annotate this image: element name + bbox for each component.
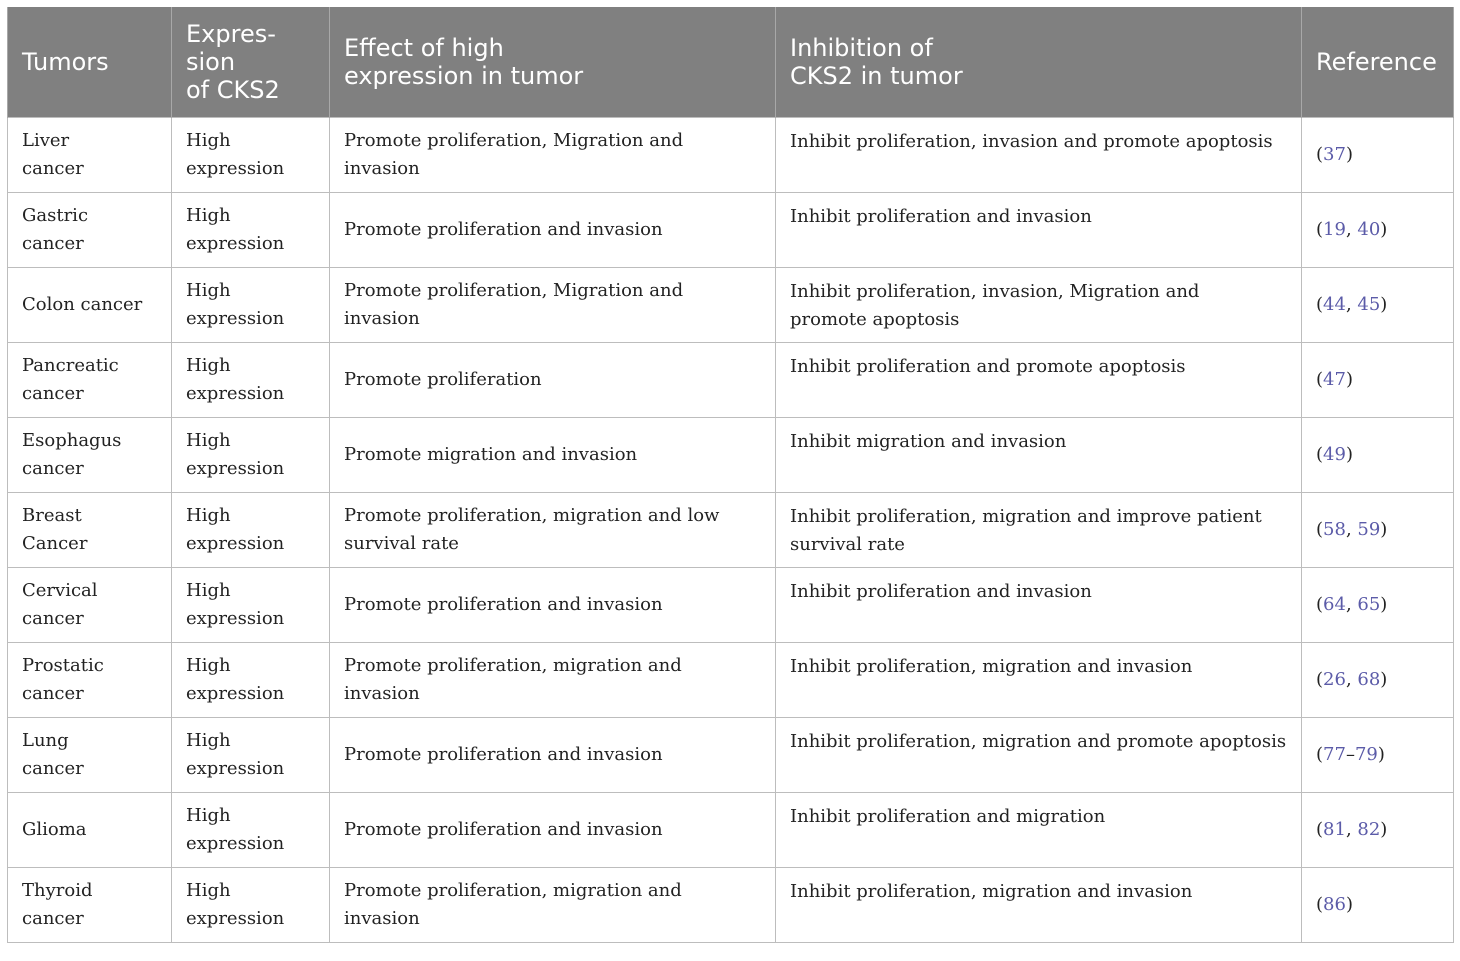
- reference-separator: ,: [1345, 669, 1358, 690]
- reference-link[interactable]: 77: [1323, 744, 1346, 765]
- inhibition-cell: Inhibit proliferation, migration and invasion: [776, 643, 1302, 718]
- inhibition-cell: Inhibit proliferation, migration and invasion: [776, 868, 1302, 943]
- reference-link[interactable]: 47: [1323, 369, 1346, 390]
- effect-cell: Promote proliferation and invasion: [330, 793, 776, 868]
- expression-cell: High expression: [172, 268, 330, 343]
- reference-close-paren: ): [1345, 369, 1353, 390]
- effect-cell: Promote proliferation: [330, 343, 776, 418]
- tumor-cell: Thyroid cancer: [8, 868, 172, 943]
- header-inhibition: Inhibition of CKS2 in tumor: [776, 7, 1302, 118]
- reference-close-paren: ): [1380, 219, 1388, 240]
- reference-close-paren: ): [1345, 144, 1353, 165]
- reference-close-paren: ): [1345, 894, 1353, 915]
- reference-close-paren: ): [1377, 744, 1385, 765]
- reference-cell: [1302, 343, 1454, 418]
- tumor-cell: Esophagus cancer: [8, 418, 172, 493]
- reference-cell: [1302, 868, 1454, 943]
- reference-separator: ,: [1345, 294, 1358, 315]
- expression-cell: High expression: [172, 193, 330, 268]
- table-row: [8, 643, 1454, 718]
- inhibition-cell: Inhibit proliferation, migration and promote apoptosis: [776, 718, 1302, 793]
- effect-cell: Promote proliferation, migration and low survival rate: [330, 493, 776, 568]
- expression-cell: High expression: [172, 118, 330, 193]
- inhibition-cell: Inhibit proliferation, invasion, Migration and promote apoptosis: [776, 268, 1302, 343]
- tumor-cell: Gastric cancer: [8, 193, 172, 268]
- reference-link[interactable]: 82: [1357, 819, 1381, 840]
- reference-link[interactable]: 64: [1323, 594, 1346, 615]
- effect-cell: Promote proliferation, migration and invasion: [330, 868, 776, 943]
- reference-separator: ,: [1345, 519, 1358, 540]
- reference-cell: [1302, 493, 1454, 568]
- reference-link[interactable]: 49: [1323, 444, 1346, 465]
- effect-cell: Promote proliferation, Migration and invasion: [330, 268, 776, 343]
- reference-separator: ,: [1345, 219, 1358, 240]
- expression-cell: High expression: [172, 793, 330, 868]
- inhibition-cell: Inhibit migration and invasion: [776, 418, 1302, 493]
- reference-open-paren: (: [1316, 819, 1324, 840]
- tumor-cell: Pancreatic cancer: [8, 343, 172, 418]
- reference-link[interactable]: 45: [1357, 294, 1381, 315]
- expression-cell: High expression: [172, 643, 330, 718]
- reference-separator: ,: [1345, 819, 1358, 840]
- reference-cell: [1302, 268, 1454, 343]
- table-row: [8, 493, 1454, 568]
- reference-link[interactable]: 40: [1357, 219, 1381, 240]
- reference-cell: [1302, 418, 1454, 493]
- tumor-cell: Liver cancer: [8, 118, 172, 193]
- reference-cell: [1302, 718, 1454, 793]
- effect-cell: Promote proliferation and invasion: [330, 193, 776, 268]
- reference-separator: –: [1345, 744, 1355, 765]
- effect-cell: Promote proliferation and invasion: [330, 568, 776, 643]
- reference-cell: [1302, 118, 1454, 193]
- reference-open-paren: (: [1316, 894, 1324, 915]
- tumor-cell: Cervical cancer: [8, 568, 172, 643]
- reference-cell: [1302, 643, 1454, 718]
- tumor-cell: Breast Cancer: [8, 493, 172, 568]
- reference-open-paren: (: [1316, 669, 1324, 690]
- reference-link[interactable]: 79: [1354, 744, 1378, 765]
- reference-link[interactable]: 37: [1323, 144, 1346, 165]
- reference-separator: ,: [1345, 594, 1358, 615]
- table-row: [8, 868, 1454, 943]
- tumor-cell: Prostatic cancer: [8, 643, 172, 718]
- inhibition-cell: Inhibit proliferation and invasion: [776, 193, 1302, 268]
- expression-cell: High expression: [172, 718, 330, 793]
- reference-cell: [1302, 568, 1454, 643]
- reference-open-paren: (: [1316, 369, 1324, 390]
- expression-cell: High expression: [172, 418, 330, 493]
- expression-cell: High expression: [172, 868, 330, 943]
- reference-close-paren: ): [1380, 819, 1388, 840]
- reference-open-paren: (: [1316, 144, 1324, 165]
- reference-link[interactable]: 65: [1357, 594, 1381, 615]
- reference-link[interactable]: 86: [1323, 894, 1346, 915]
- expression-cell: High expression: [172, 568, 330, 643]
- reference-open-paren: (: [1316, 444, 1324, 465]
- reference-close-paren: ): [1345, 444, 1353, 465]
- header-reference: Reference: [1302, 7, 1454, 118]
- table-row: [8, 793, 1454, 868]
- effect-cell: Promote proliferation and invasion: [330, 718, 776, 793]
- reference-open-paren: (: [1316, 519, 1324, 540]
- table-row: [8, 118, 1454, 193]
- reference-close-paren: ): [1380, 294, 1388, 315]
- table-row: [8, 343, 1454, 418]
- reference-link[interactable]: 26: [1323, 669, 1346, 690]
- reference-open-paren: (: [1316, 219, 1324, 240]
- table-row: [8, 568, 1454, 643]
- reference-link[interactable]: 19: [1323, 219, 1346, 240]
- reference-open-paren: (: [1316, 294, 1324, 315]
- reference-close-paren: ): [1380, 594, 1388, 615]
- header-tumors: Tumors: [8, 7, 172, 118]
- reference-link[interactable]: 44: [1323, 294, 1346, 315]
- inhibition-cell: Inhibit proliferation and promote apoptosis: [776, 343, 1302, 418]
- expression-cell: High expression: [172, 343, 330, 418]
- table-row: [8, 193, 1454, 268]
- reference-link[interactable]: 81: [1323, 819, 1346, 840]
- inhibition-cell: Inhibit proliferation, invasion and promote apoptosis: [776, 118, 1302, 193]
- reference-link[interactable]: 58: [1323, 519, 1346, 540]
- header-effect: Effect of high expression in tumor: [330, 7, 776, 118]
- effect-cell: Promote proliferation, migration and invasion: [330, 643, 776, 718]
- tumor-cell: Glioma: [8, 793, 172, 868]
- reference-open-paren: (: [1316, 594, 1324, 615]
- tumor-cell: Colon cancer: [8, 268, 172, 343]
- tumor-cell: Lung cancer: [8, 718, 172, 793]
- inhibition-cell: Inhibit proliferation and migration: [776, 793, 1302, 868]
- header-row: [8, 7, 1454, 118]
- effect-cell: Promote proliferation, Migration and invasion: [330, 118, 776, 193]
- expression-cell: High expression: [172, 493, 330, 568]
- reference-link[interactable]: 68: [1357, 669, 1381, 690]
- table-row: [8, 718, 1454, 793]
- reference-close-paren: ): [1380, 669, 1388, 690]
- reference-cell: [1302, 193, 1454, 268]
- header-expression: Expres- sion of CKS2: [172, 7, 330, 118]
- reference-close-paren: ): [1380, 519, 1388, 540]
- inhibition-cell: Inhibit proliferation, migration and improve patient survival rate: [776, 493, 1302, 568]
- table-row: [8, 418, 1454, 493]
- table-row: [8, 268, 1454, 343]
- reference-link[interactable]: 59: [1357, 519, 1381, 540]
- reference-cell: [1302, 793, 1454, 868]
- reference-open-paren: (: [1316, 744, 1324, 765]
- inhibition-cell: Inhibit proliferation and invasion: [776, 568, 1302, 643]
- cks2-tumor-table-container: [7, 7, 1453, 943]
- effect-cell: Promote migration and invasion: [330, 418, 776, 493]
- cks2-tumor-table: [7, 7, 1454, 943]
